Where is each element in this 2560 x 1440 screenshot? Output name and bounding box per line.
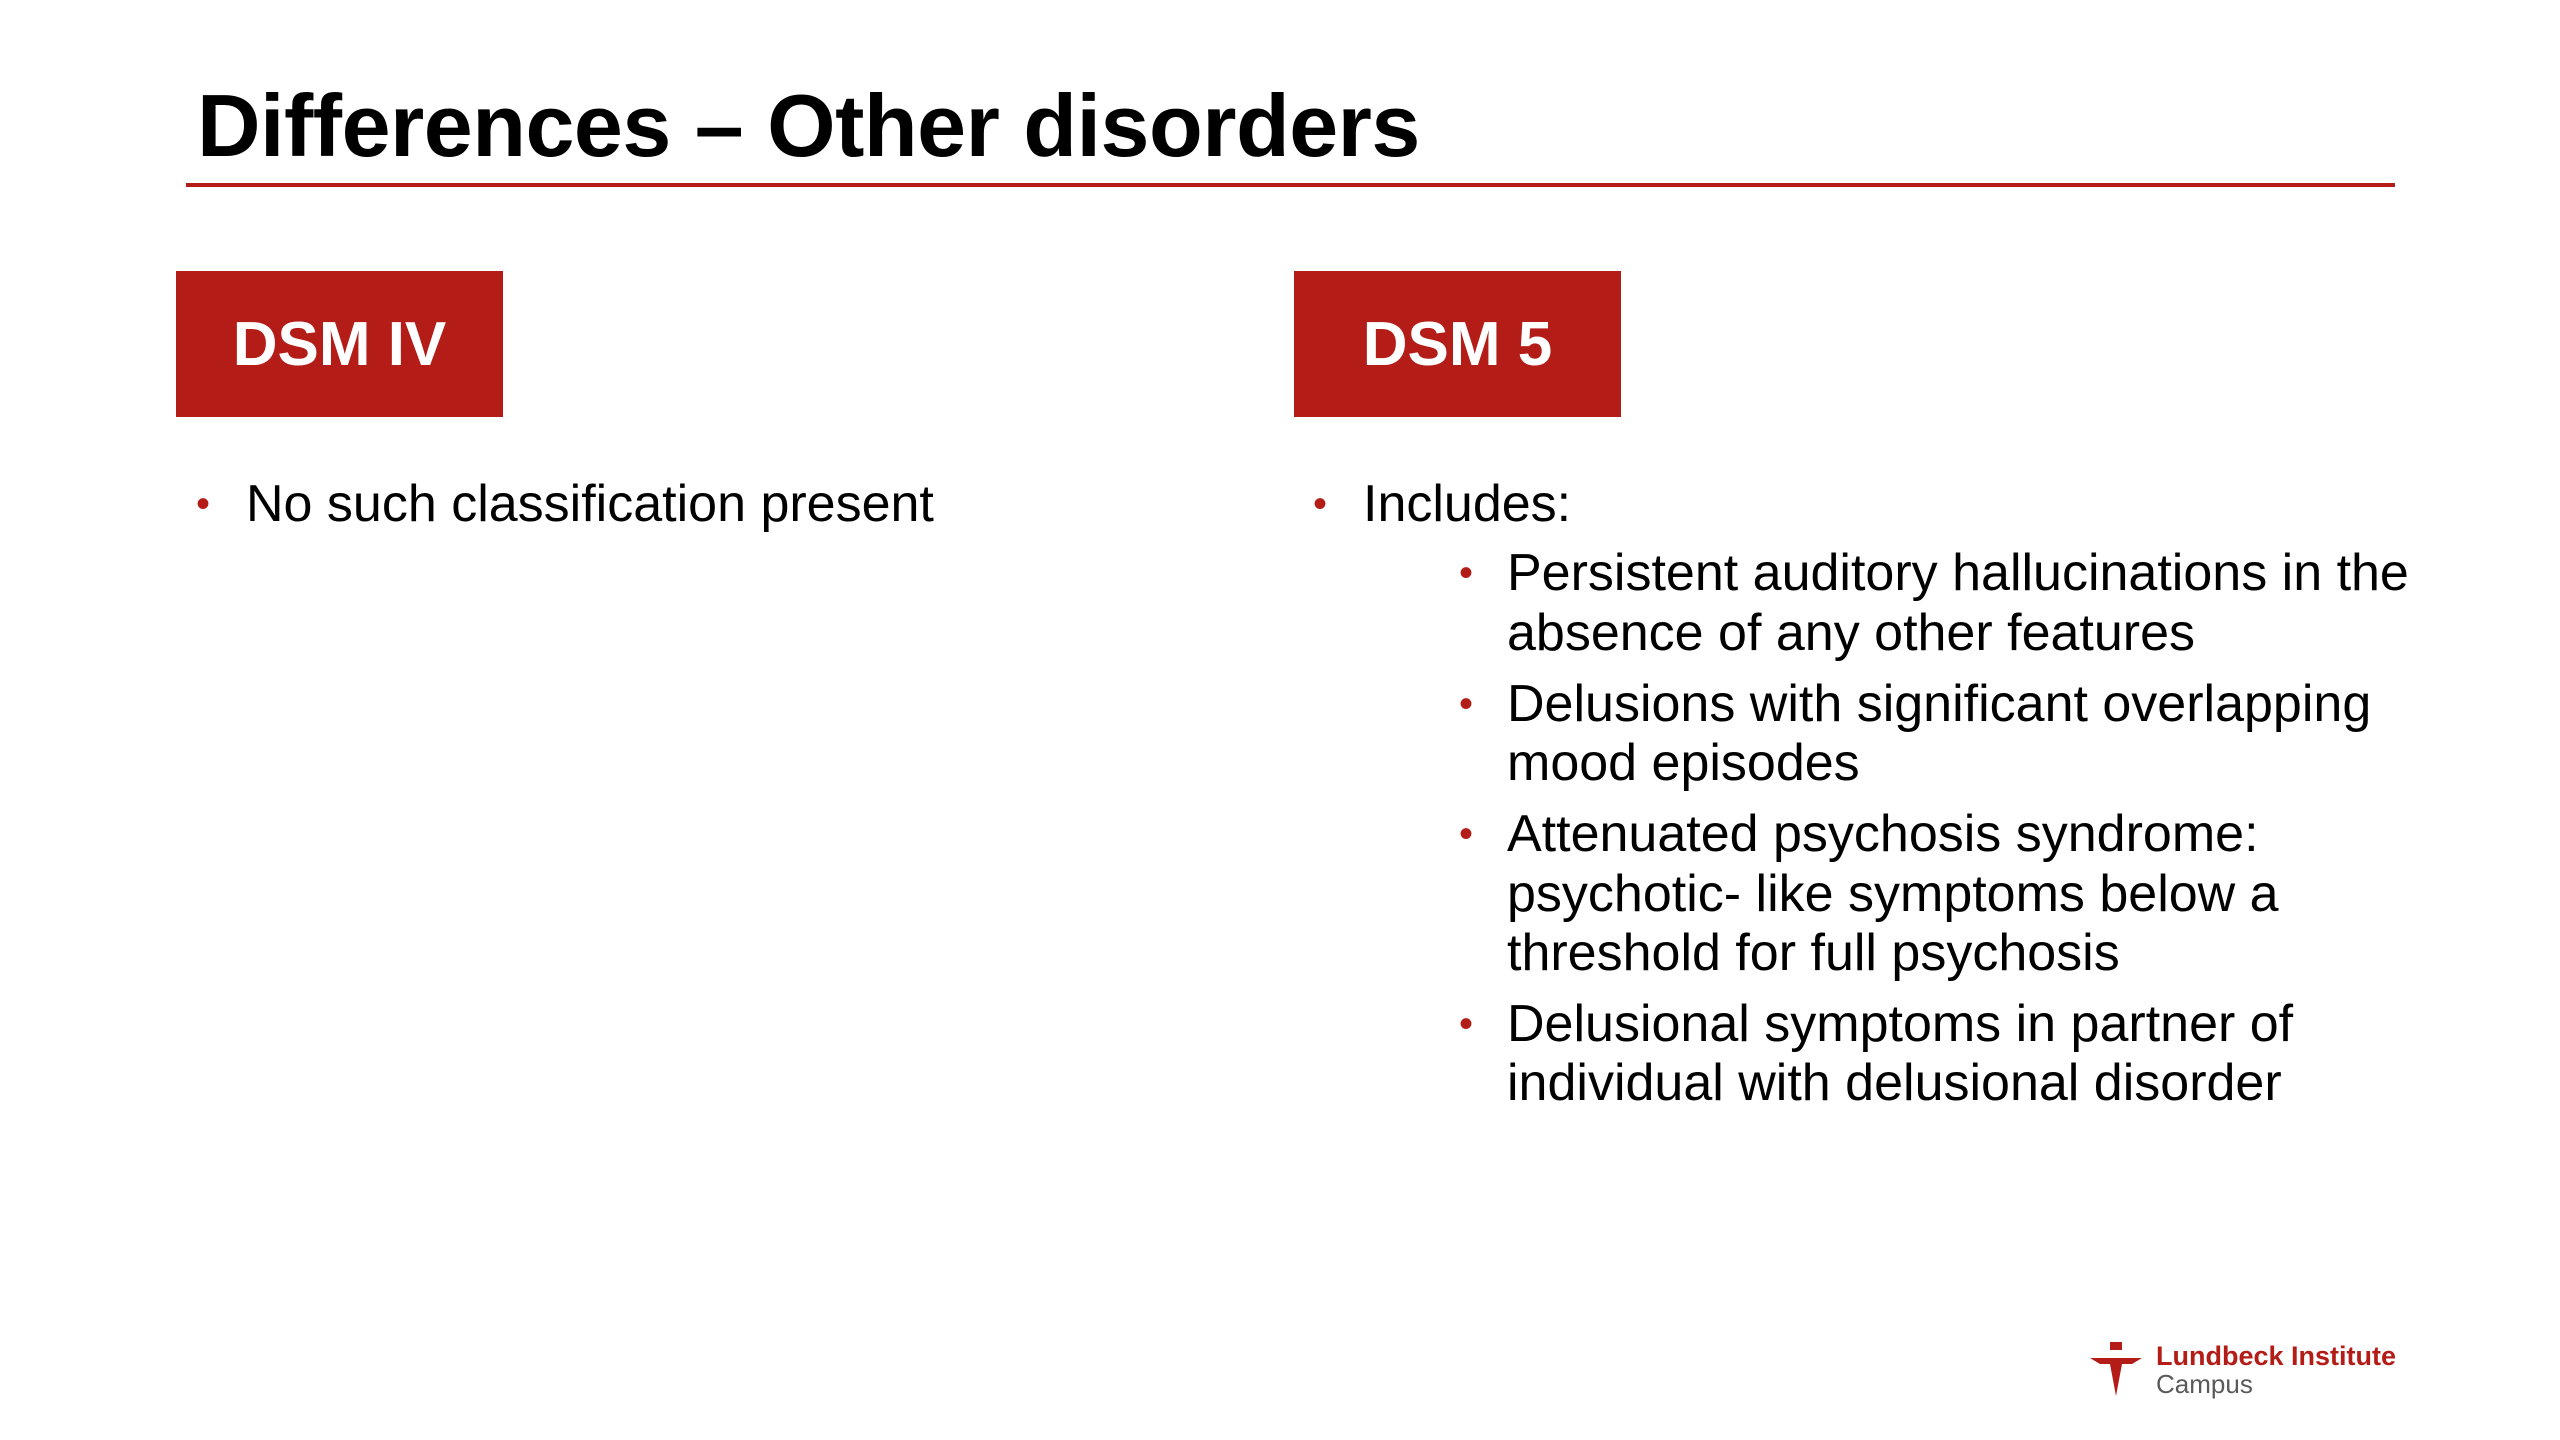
dsm-5-bullet-list: [1313, 475, 2413, 1126]
bullet-icon: •: [1459, 681, 1474, 726]
sub-bullet-text: Delusions with significant overlapping mood episodes: [1507, 674, 2372, 793]
list-item: [1313, 475, 2413, 1114]
sub-bullet-text: Attenuated psychosis syndrome: psychotic- like symptoms below a threshold for full psychosis: [1507, 805, 2279, 982]
slide-title: Differences – Other disorders: [197, 76, 1420, 175]
sub-list-item: [1459, 805, 2413, 983]
dsm-iv-heading: DSM IV: [176, 271, 503, 417]
sub-list-item: [1459, 544, 2413, 663]
sub-bullet-list: [1363, 544, 2413, 1113]
dsm-iv-bullet-list: [196, 475, 1246, 534]
dsm-5-heading: DSM 5: [1294, 271, 1621, 417]
bullet-text: Includes:: [1363, 475, 1572, 533]
bullet-icon: •: [1459, 812, 1474, 857]
bullet-icon: •: [1459, 551, 1474, 596]
logo-name: Lundbeck Institute: [2156, 1341, 2397, 1372]
sub-list-item: [1459, 675, 2413, 794]
logo-subtitle: Campus: [2156, 1368, 2253, 1399]
sub-bullet-text: Persistent auditory hallucinations in the absence of any other features: [1507, 544, 2409, 662]
bullet-icon: •: [1313, 482, 1328, 526]
title-divider: [186, 183, 2395, 187]
list-item: [196, 475, 1246, 534]
sub-list-item: [1459, 995, 2413, 1114]
bullet-icon: •: [196, 482, 211, 526]
bullet-icon: •: [1459, 1002, 1474, 1047]
lundbeck-logo: [2086, 1340, 2396, 1400]
bullet-text: No such classification present: [246, 475, 934, 533]
lundbeck-logo-icon: [2086, 1340, 2146, 1400]
sub-bullet-text: Delusional symptoms in partner of individual with delusional disorder: [1507, 995, 2294, 1113]
